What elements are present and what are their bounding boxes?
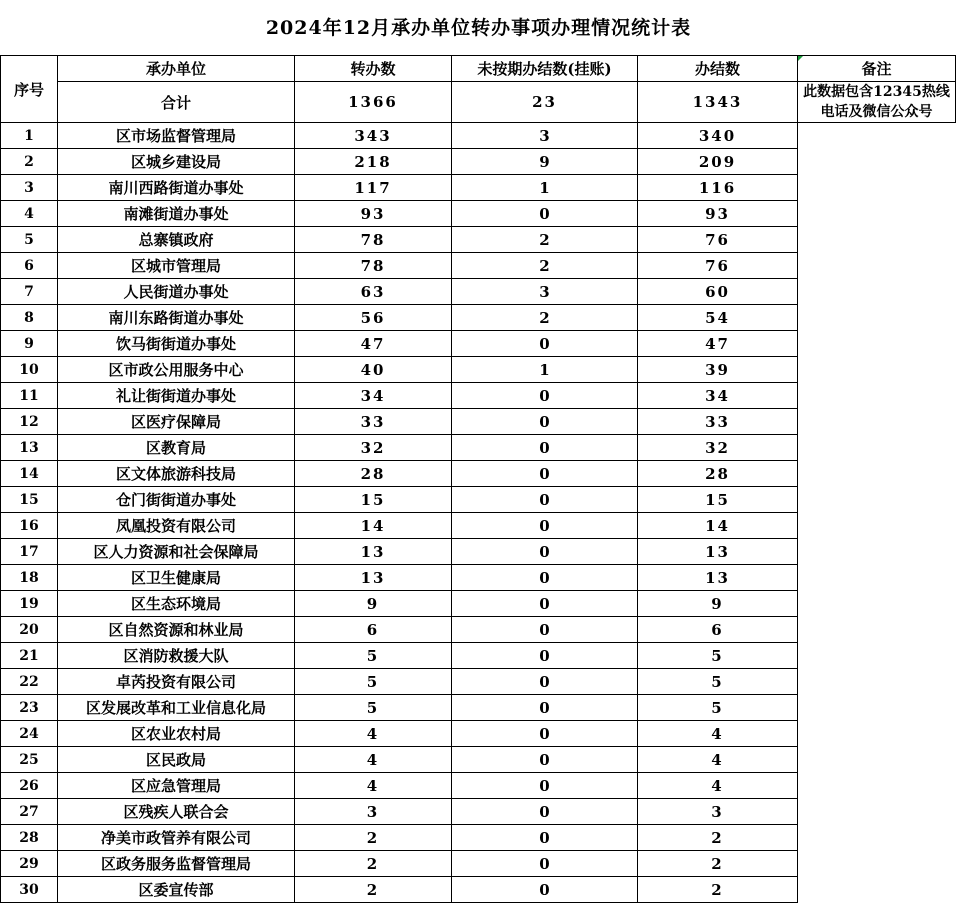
row-unit: 区卫生健康局 — [58, 565, 295, 591]
cell-comment-marker-icon — [798, 56, 803, 61]
row-unit: 凤凰投资有限公司 — [58, 513, 295, 539]
row-completed: 76 — [638, 253, 798, 279]
row-completed: 2 — [638, 851, 798, 877]
row-completed: 340 — [638, 123, 798, 149]
row-transferred: 34 — [295, 383, 452, 409]
row-index: 16 — [1, 513, 58, 539]
table-row — [1, 409, 956, 435]
row-unit: 区农业农村局 — [58, 721, 295, 747]
row-transferred: 4 — [295, 773, 452, 799]
row-overdue: 0 — [452, 513, 638, 539]
row-transferred: 28 — [295, 461, 452, 487]
row-unit: 区自然资源和林业局 — [58, 617, 295, 643]
row-overdue: 3 — [452, 279, 638, 305]
table-row — [1, 149, 956, 175]
row-transferred: 15 — [295, 487, 452, 513]
row-completed: 39 — [638, 357, 798, 383]
row-completed: 93 — [638, 201, 798, 227]
row-overdue: 3 — [452, 123, 638, 149]
row-transferred: 218 — [295, 149, 452, 175]
row-transferred: 47 — [295, 331, 452, 357]
row-completed: 4 — [638, 721, 798, 747]
row-completed: 14 — [638, 513, 798, 539]
row-index: 26 — [1, 773, 58, 799]
row-unit: 南滩街道办事处 — [58, 201, 295, 227]
row-completed: 33 — [638, 409, 798, 435]
row-completed: 2 — [638, 825, 798, 851]
row-index: 5 — [1, 227, 58, 253]
table-row — [1, 435, 956, 461]
row-transferred: 56 — [295, 305, 452, 331]
row-transferred: 4 — [295, 747, 452, 773]
row-index: 6 — [1, 253, 58, 279]
row-index: 29 — [1, 851, 58, 877]
row-overdue: 0 — [452, 539, 638, 565]
row-index: 23 — [1, 695, 58, 721]
row-index: 9 — [1, 331, 58, 357]
row-completed: 54 — [638, 305, 798, 331]
row-unit: 人民街道办事处 — [58, 279, 295, 305]
row-index: 4 — [1, 201, 58, 227]
row-index: 18 — [1, 565, 58, 591]
row-completed: 60 — [638, 279, 798, 305]
total-label: 合计 — [58, 82, 295, 123]
row-unit: 净美市政管养有限公司 — [58, 825, 295, 851]
row-unit: 仓门街街道办事处 — [58, 487, 295, 513]
row-transferred: 117 — [295, 175, 452, 201]
total-row — [1, 82, 956, 123]
row-transferred: 6 — [295, 617, 452, 643]
table-row — [1, 877, 956, 903]
row-index: 19 — [1, 591, 58, 617]
row-transferred: 343 — [295, 123, 452, 149]
table-row — [1, 201, 956, 227]
table-row — [1, 487, 956, 513]
row-overdue: 0 — [452, 747, 638, 773]
header-row — [1, 56, 956, 82]
row-index: 20 — [1, 617, 58, 643]
row-overdue: 2 — [452, 227, 638, 253]
table-row — [1, 383, 956, 409]
row-completed: 2 — [638, 877, 798, 903]
table-row — [1, 539, 956, 565]
row-unit: 区发展改革和工业信息化局 — [58, 695, 295, 721]
row-overdue: 0 — [452, 331, 638, 357]
row-index: 7 — [1, 279, 58, 305]
row-completed: 47 — [638, 331, 798, 357]
row-index: 13 — [1, 435, 58, 461]
row-overdue: 0 — [452, 877, 638, 903]
row-completed: 3 — [638, 799, 798, 825]
row-completed: 6 — [638, 617, 798, 643]
table-row — [1, 305, 956, 331]
row-completed: 34 — [638, 383, 798, 409]
row-transferred: 9 — [295, 591, 452, 617]
row-overdue: 0 — [452, 825, 638, 851]
row-completed: 15 — [638, 487, 798, 513]
row-unit: 卓芮投资有限公司 — [58, 669, 295, 695]
table-row — [1, 721, 956, 747]
row-unit: 区消防救援大队 — [58, 643, 295, 669]
row-transferred: 5 — [295, 643, 452, 669]
row-overdue: 0 — [452, 201, 638, 227]
row-index: 12 — [1, 409, 58, 435]
row-index: 21 — [1, 643, 58, 669]
header-index: 序号 — [1, 56, 58, 123]
row-transferred: 5 — [295, 669, 452, 695]
row-overdue: 0 — [452, 487, 638, 513]
row-unit: 区城乡建设局 — [58, 149, 295, 175]
row-overdue: 0 — [452, 383, 638, 409]
row-overdue: 0 — [452, 695, 638, 721]
row-index: 14 — [1, 461, 58, 487]
header-unit: 承办单位 — [58, 56, 295, 82]
row-overdue: 0 — [452, 409, 638, 435]
row-overdue: 2 — [452, 253, 638, 279]
row-transferred: 3 — [295, 799, 452, 825]
row-completed: 116 — [638, 175, 798, 201]
row-unit: 区教育局 — [58, 435, 295, 461]
row-unit: 区残疾人联合会 — [58, 799, 295, 825]
row-index: 15 — [1, 487, 58, 513]
row-unit: 区市场监督管理局 — [58, 123, 295, 149]
row-completed: 28 — [638, 461, 798, 487]
table-row — [1, 253, 956, 279]
row-unit: 区生态环境局 — [58, 591, 295, 617]
row-transferred: 2 — [295, 825, 452, 851]
row-overdue: 2 — [452, 305, 638, 331]
row-transferred: 13 — [295, 539, 452, 565]
row-completed: 76 — [638, 227, 798, 253]
row-overdue: 0 — [452, 669, 638, 695]
row-completed: 209 — [638, 149, 798, 175]
row-transferred: 32 — [295, 435, 452, 461]
table-row — [1, 825, 956, 851]
row-transferred: 5 — [295, 695, 452, 721]
table-row — [1, 175, 956, 201]
table-row — [1, 357, 956, 383]
row-unit: 礼让街街道办事处 — [58, 383, 295, 409]
row-transferred: 33 — [295, 409, 452, 435]
row-unit: 区城市管理局 — [58, 253, 295, 279]
table-body — [1, 123, 956, 903]
row-completed: 32 — [638, 435, 798, 461]
row-index: 11 — [1, 383, 58, 409]
table-row — [1, 279, 956, 305]
row-overdue: 0 — [452, 591, 638, 617]
header-remarks — [798, 56, 956, 82]
row-transferred: 78 — [295, 253, 452, 279]
table-row — [1, 695, 956, 721]
row-index: 17 — [1, 539, 58, 565]
row-unit: 区市政公用服务中心 — [58, 357, 295, 383]
table-row — [1, 747, 956, 773]
row-unit: 区委宣传部 — [58, 877, 295, 903]
row-unit: 区文体旅游科技局 — [58, 461, 295, 487]
row-unit: 区民政局 — [58, 747, 295, 773]
row-overdue: 0 — [452, 461, 638, 487]
row-transferred: 2 — [295, 851, 452, 877]
row-index: 3 — [1, 175, 58, 201]
table-row — [1, 565, 956, 591]
row-overdue: 0 — [452, 773, 638, 799]
row-completed: 4 — [638, 773, 798, 799]
total-transferred: 1366 — [295, 82, 452, 123]
row-transferred: 4 — [295, 721, 452, 747]
table-row — [1, 773, 956, 799]
row-transferred: 14 — [295, 513, 452, 539]
table-row — [1, 591, 956, 617]
row-overdue: 0 — [452, 721, 638, 747]
header-transferred: 转办数 — [295, 56, 452, 82]
row-completed: 4 — [638, 747, 798, 773]
row-unit: 南川东路街道办事处 — [58, 305, 295, 331]
table-row — [1, 669, 956, 695]
row-overdue: 0 — [452, 851, 638, 877]
row-index: 24 — [1, 721, 58, 747]
row-index: 1 — [1, 123, 58, 149]
row-unit: 区政务服务监督管理局 — [58, 851, 295, 877]
row-index: 22 — [1, 669, 58, 695]
row-index: 28 — [1, 825, 58, 851]
row-unit: 区应急管理局 — [58, 773, 295, 799]
table-row — [1, 123, 956, 149]
row-index: 2 — [1, 149, 58, 175]
row-completed: 5 — [638, 643, 798, 669]
table-row — [1, 799, 956, 825]
row-unit: 区医疗保障局 — [58, 409, 295, 435]
row-overdue: 1 — [452, 357, 638, 383]
row-overdue: 0 — [452, 799, 638, 825]
statistics-table — [0, 55, 956, 903]
row-transferred: 13 — [295, 565, 452, 591]
table-row — [1, 851, 956, 877]
row-unit: 南川西路街道办事处 — [58, 175, 295, 201]
row-index: 25 — [1, 747, 58, 773]
row-completed: 5 — [638, 669, 798, 695]
total-completed: 1343 — [638, 82, 798, 123]
row-completed: 13 — [638, 539, 798, 565]
row-overdue: 0 — [452, 565, 638, 591]
row-transferred: 2 — [295, 877, 452, 903]
row-unit: 区人力资源和社会保障局 — [58, 539, 295, 565]
table-row — [1, 461, 956, 487]
row-transferred: 40 — [295, 357, 452, 383]
header-remarks-label: 备注 — [861, 60, 892, 78]
row-index: 27 — [1, 799, 58, 825]
row-overdue: 0 — [452, 617, 638, 643]
header-overdue: 未按期办结数(挂账) — [452, 56, 638, 82]
row-overdue: 0 — [452, 435, 638, 461]
row-overdue: 0 — [452, 643, 638, 669]
row-completed: 13 — [638, 565, 798, 591]
table-row — [1, 227, 956, 253]
table-row — [1, 331, 956, 357]
row-completed: 9 — [638, 591, 798, 617]
header-completed: 办结数 — [638, 56, 798, 82]
row-index: 10 — [1, 357, 58, 383]
table-row — [1, 617, 956, 643]
row-completed: 5 — [638, 695, 798, 721]
row-unit: 总寨镇政府 — [58, 227, 295, 253]
row-transferred: 63 — [295, 279, 452, 305]
row-unit: 饮马街街道办事处 — [58, 331, 295, 357]
row-overdue: 9 — [452, 149, 638, 175]
page-title: 2024年12月承办单位转办事项办理情况统计表 — [265, 17, 692, 39]
table-row — [1, 643, 956, 669]
row-transferred: 93 — [295, 201, 452, 227]
row-index: 8 — [1, 305, 58, 331]
row-index: 30 — [1, 877, 58, 903]
total-overdue: 23 — [452, 82, 638, 123]
row-transferred: 78 — [295, 227, 452, 253]
row-overdue: 1 — [452, 175, 638, 201]
remarks-cell: 此数据包含12345热线电话及微信公众号 — [798, 82, 956, 123]
table-row — [1, 513, 956, 539]
